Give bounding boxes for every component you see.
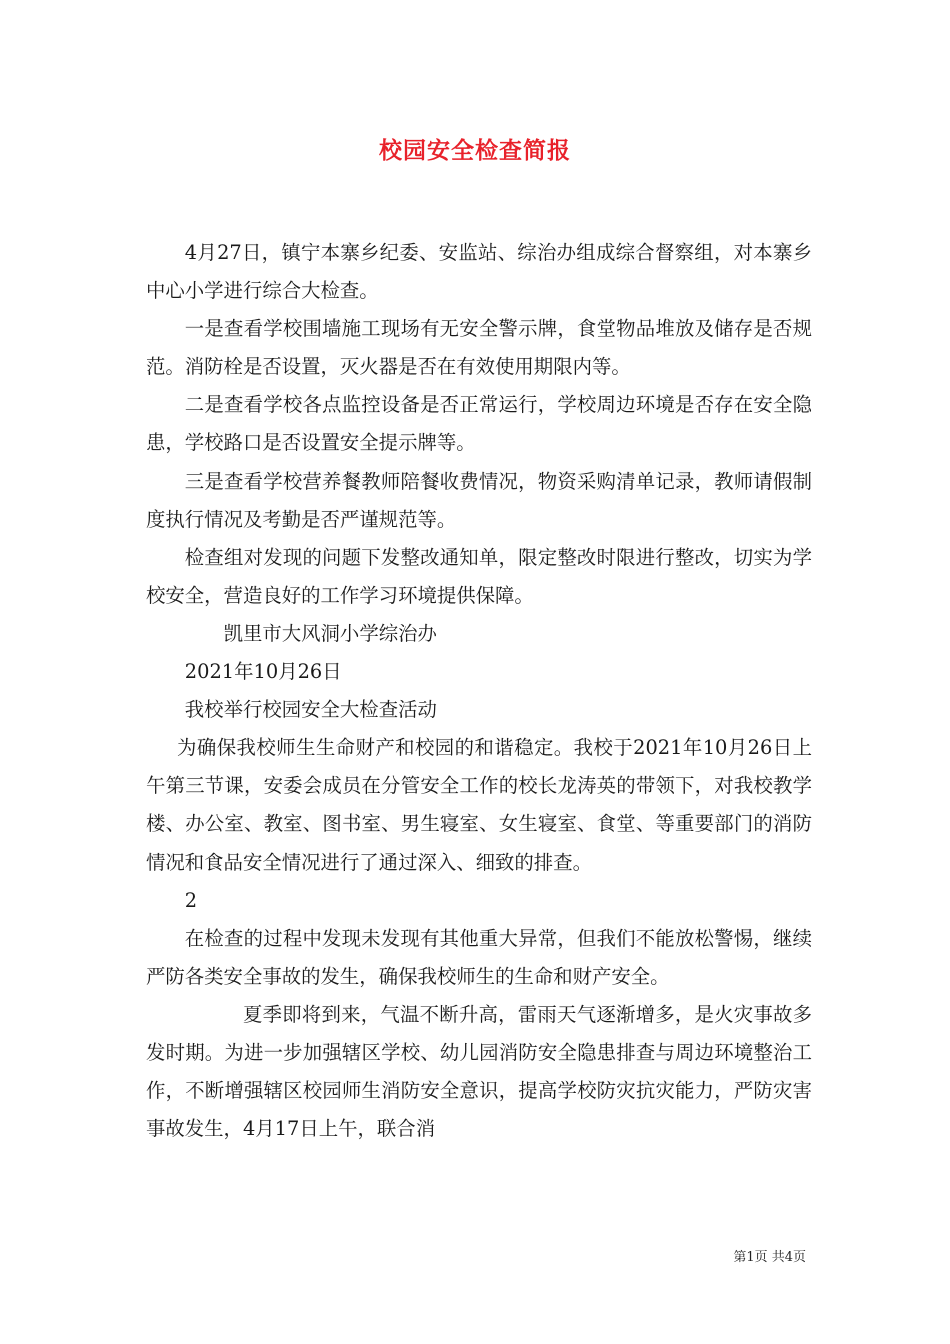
paragraph-summer: 夏季即将到来，气温不断升高，雷雨天气逐渐增多，是火灾事故多发时期。为进一步加强辖区学校、幼儿园消防安全隐患排查与周边环境整治工作，不断增强辖区校园师生消防安全意识，提高学校防灾抗灾能力，严防灾害事故发生，4月17日上午，联合消 — [146, 1002, 812, 1141]
section-heading: 我校举行校园安全大检查活动 — [184, 698, 437, 722]
signature-date: 2021年10月26日 — [184, 660, 342, 684]
paragraph-number: 2 — [184, 888, 198, 912]
page-footer: 第1页 共4页 — [733, 1250, 806, 1265]
document-body — [146, 234, 812, 1148]
paragraph-activity: 为确保我校师生生命财产和校园的和谐稳定。我校于2021年10月26日上午第三节课，安委会成员在分管安全工作的校长龙涛英的带领下，对我校教学楼、办公室、教室、图书室、男生寝室、女生寝室、食堂、等重要部门的消防情况和食品安全情况进行了通过深入、细致的排查。 — [146, 736, 812, 874]
paragraph-item-2: 二是查看学校各点监控设备是否正常运行，学校周边环境是否存在安全隐患，学校路口是否设置安全提示牌等。 — [146, 393, 812, 455]
paragraph-conclusion: 检查组对发现的问题下发整改通知单，限定整改时限进行整改，切实为学校安全，营造良好的工作学习环境提供保障。 — [146, 545, 812, 607]
signature-org: 凯里市大风洞小学综治办 — [223, 621, 437, 645]
page-title: 校园安全检查简报 — [379, 137, 571, 164]
paragraph-intro: 4月27日，镇宁本寨乡纪委、安监站、综治办组成综合督察组，对本寨乡中心小学进行综合大检查。 — [146, 241, 812, 303]
paragraph-findings: 在检查的过程中发现未发现有其他重大异常，但我们不能放松警惕，继续严防各类安全事故的发生，确保我校师生的生命和财产安全。 — [146, 926, 812, 988]
paragraph-item-3: 三是查看学校营养餐教师陪餐收费情况，物资采购清单记录，教师请假制度执行情况及考勤是否严谨规范等。 — [146, 469, 812, 531]
paragraph-item-1: 一是查看学校围墙施工现场有无安全警示牌，食堂物品堆放及储存是否规范。消防栓是否设置，灭火器是否在有效使用期限内等。 — [146, 317, 812, 379]
